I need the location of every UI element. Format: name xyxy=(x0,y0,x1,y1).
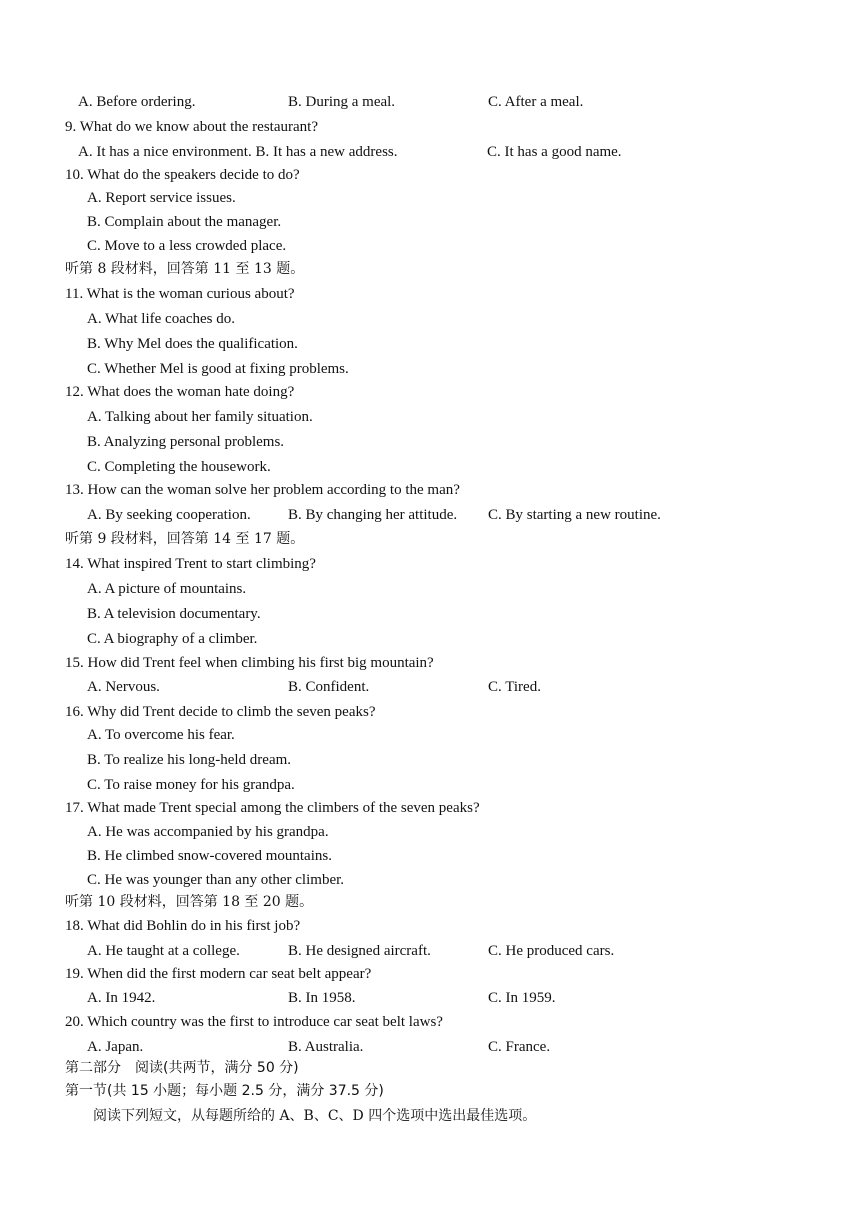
q8-option-c: C. After a meal. xyxy=(488,94,584,110)
q9-option-c: C. It has a good name. xyxy=(487,144,622,160)
q17-option-a: A. He was accompanied by his grandpa. xyxy=(87,824,329,840)
q10-option-c: C. Move to a less crowded place. xyxy=(87,238,287,254)
section-9-instruction: 听第 9 段材料，回答第 14 至 17 题。 xyxy=(65,531,305,547)
q17-option-b: B. He climbed snow-covered mountains. xyxy=(87,848,332,864)
q15-option-a: A. Nervous. xyxy=(87,679,160,695)
q16-option-c: C. To raise money for his grandpa. xyxy=(87,777,295,793)
section-1-heading: 第一节(共 15 小题；每小题 2.5 分，满分 37.5 分) xyxy=(65,1083,384,1099)
q14-option-b: B. A television documentary. xyxy=(87,606,261,622)
q20-option-a: A. Japan. xyxy=(87,1039,144,1055)
q18-option-b: B. He designed aircraft. xyxy=(288,943,431,959)
q19-stem: 19. When did the first modern car seat belt appear? xyxy=(65,966,372,982)
q17-stem: 17. What made Trent special among the climbers of the seven peaks? xyxy=(65,800,480,816)
q19-option-a: A. In 1942. xyxy=(87,990,156,1006)
q12-option-c: C. Completing the housework. xyxy=(87,459,271,475)
q12-stem: 12. What does the woman hate doing? xyxy=(65,384,295,400)
q13-option-b: B. By changing her attitude. xyxy=(288,507,458,523)
q16-stem: 16. Why did Trent decide to climb the seven peaks? xyxy=(65,704,376,720)
q13-option-c: C. By starting a new routine. xyxy=(488,507,661,523)
section-10-instruction: 听第 10 段材料，回答第 18 至 20 题。 xyxy=(65,894,314,910)
q18-option-a: A. He taught at a college. xyxy=(87,943,240,959)
q9-options-ab: A. It has a nice environment. B. It has a new address. xyxy=(78,144,398,160)
q11-option-a: A. What life coaches do. xyxy=(87,311,236,327)
q8-option-b: B. During a meal. xyxy=(288,94,396,110)
q10-stem: 10. What do the speakers decide to do? xyxy=(65,167,300,183)
q14-stem: 14. What inspired Trent to start climbing? xyxy=(65,556,316,572)
q14-option-c: C. A biography of a climber. xyxy=(87,631,258,647)
q11-option-c: C. Whether Mel is good at fixing problems. xyxy=(87,361,349,377)
q15-stem: 15. How did Trent feel when climbing his first big mountain? xyxy=(65,655,434,671)
q20-option-b: B. Australia. xyxy=(288,1039,364,1055)
q13-option-a: A. By seeking cooperation. xyxy=(87,507,251,523)
q16-option-b: B. To realize his long-held dream. xyxy=(87,752,292,768)
q12-option-a: A. Talking about her family situation. xyxy=(87,409,313,425)
q13-stem: 13. How can the woman solve her problem according to the man? xyxy=(65,482,460,498)
q15-option-c: C. Tired. xyxy=(488,679,541,695)
q18-stem: 18. What did Bohlin do in his first job? xyxy=(65,918,301,934)
q20-stem: 20. Which country was the first to introduce car seat belt laws? xyxy=(65,1014,443,1030)
q14-option-a: A. A picture of mountains. xyxy=(87,581,247,597)
q9-stem: 9. What do we know about the restaurant? xyxy=(65,119,318,135)
q15-option-b: B. Confident. xyxy=(288,679,370,695)
q18-option-c: C. He produced cars. xyxy=(488,943,615,959)
q10-option-a: A. Report service issues. xyxy=(87,190,236,206)
q8-option-a: A. Before ordering. xyxy=(78,94,196,110)
q10-option-b: B. Complain about the manager. xyxy=(87,214,282,230)
section-8-instruction: 听第 8 段材料，回答第 11 至 13 题。 xyxy=(65,261,305,277)
reading-instruction: 阅读下列短文，从每题所给的 A、B、C、D 四个选项中选出最佳选项。 xyxy=(93,1108,537,1124)
q17-option-c: C. He was younger than any other climber. xyxy=(87,872,345,888)
q19-option-b: B. In 1958. xyxy=(288,990,356,1006)
q11-option-b: B. Why Mel does the qualification. xyxy=(87,336,298,352)
part-2-heading: 第二部分 阅读(共两节，满分 50 分) xyxy=(65,1060,299,1076)
q20-option-c: C. France. xyxy=(488,1039,551,1055)
q16-option-a: A. To overcome his fear. xyxy=(87,727,235,743)
q12-option-b: B. Analyzing personal problems. xyxy=(87,434,285,450)
q11-stem: 11. What is the woman curious about? xyxy=(65,286,295,302)
q19-option-c: C. In 1959. xyxy=(488,990,556,1006)
